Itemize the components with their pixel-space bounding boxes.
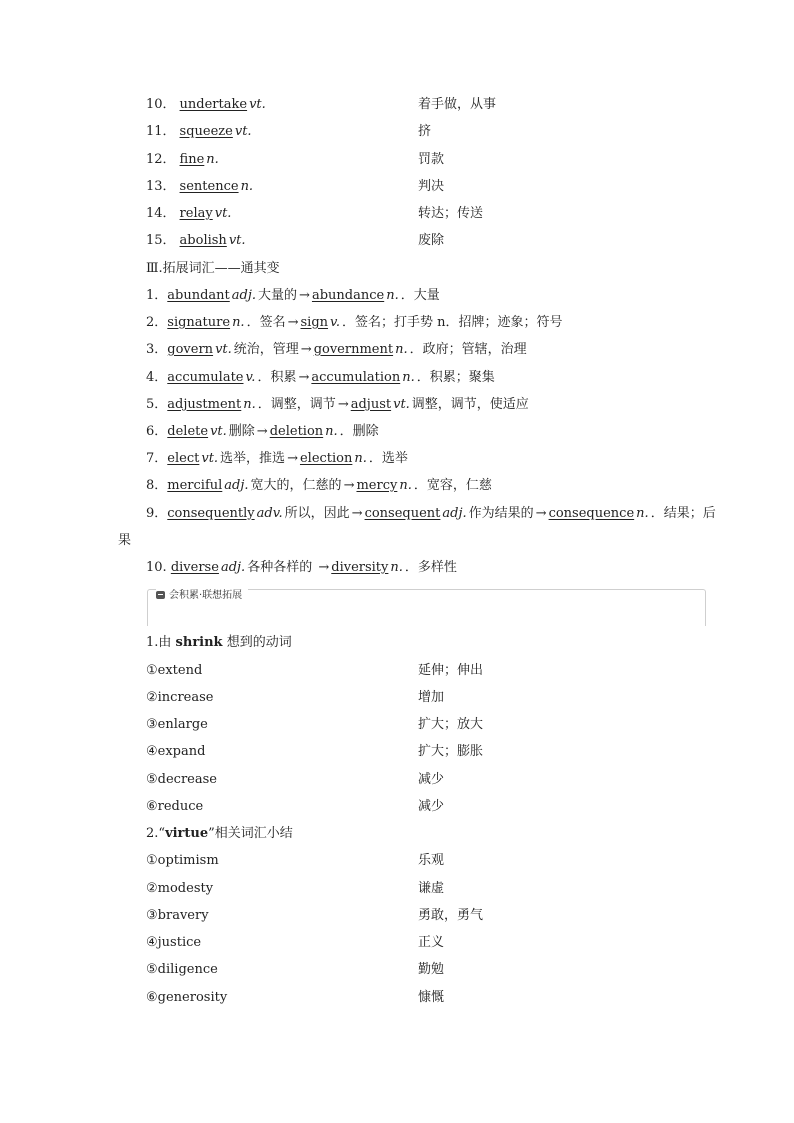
word: merciful	[167, 478, 223, 493]
arrow-icon: →	[351, 506, 363, 521]
list-item	[146, 878, 706, 900]
derived-word: government	[313, 342, 394, 357]
part-of-speech: adj.	[231, 288, 257, 303]
arrow-icon: →	[337, 397, 349, 412]
word: consequently	[167, 506, 255, 521]
part-of-speech: v.	[330, 315, 340, 330]
extension-item	[146, 475, 492, 497]
vocab-meaning: 转达；传送	[418, 206, 484, 221]
item-number: 7．	[146, 451, 168, 466]
accumulate-box	[147, 589, 706, 626]
vocab-meaning: 判决	[418, 179, 445, 194]
word: ②increase	[146, 690, 214, 705]
part-of-speech: adj.	[442, 506, 467, 521]
meaning: 选举，推选	[220, 451, 286, 466]
derived-word: deletion	[269, 424, 324, 439]
word: ③bravery	[146, 908, 209, 923]
meaning: ．签名；打手势 n．招牌；迹象；符号	[341, 315, 563, 330]
derived-word: abundance	[311, 288, 385, 303]
list-item	[146, 850, 706, 872]
word: ⑤decrease	[146, 772, 217, 787]
derived-word: sign	[300, 315, 329, 330]
group-title-suffix: 想到的动词	[222, 635, 292, 650]
word: diverse	[170, 560, 219, 575]
word: ③enlarge	[146, 717, 208, 732]
list-item	[146, 796, 706, 818]
part-of-speech: adj.	[224, 478, 249, 493]
word: abundant	[167, 288, 230, 303]
vocab-word: relay	[179, 206, 213, 221]
box-header	[156, 589, 248, 603]
extension-item	[146, 394, 529, 416]
item-number: 6．	[146, 424, 168, 439]
extension-item	[146, 448, 408, 470]
vocab-word: abolish	[179, 233, 227, 248]
arrow-icon: →	[318, 560, 330, 575]
part-of-speech: n.	[232, 315, 245, 330]
keyword: shrink	[175, 635, 223, 650]
vocab-meaning: 废除	[418, 233, 445, 248]
meaning: 作为结果的	[468, 506, 534, 521]
part-of-speech: v.	[245, 370, 256, 385]
vocab-word: undertake	[179, 97, 248, 112]
word: delete	[167, 424, 209, 439]
part-of-speech: n.	[636, 506, 649, 521]
word: accumulate	[167, 370, 244, 385]
part-of-speech: n.	[390, 560, 403, 575]
part-of-speech: vt.	[228, 233, 246, 248]
item-number: 15．	[146, 233, 176, 248]
vocab-meaning: 着手做，从事	[418, 97, 497, 112]
extension-item	[146, 285, 440, 307]
part-of-speech: vt.	[249, 97, 266, 112]
word: ④justice	[146, 935, 202, 950]
box-title: 会积累·联想拓展	[169, 590, 243, 601]
meaning: ．多样性	[404, 560, 457, 575]
item-number: 1．	[146, 288, 168, 303]
meaning: 勇敢，勇气	[418, 908, 484, 923]
arrow-icon: →	[287, 451, 298, 466]
vocab-word: sentence	[179, 179, 239, 194]
meaning: ．删除	[339, 424, 379, 439]
meaning: 慷慨	[418, 990, 445, 1005]
item-number: 14．	[146, 206, 176, 221]
word: ①extend	[146, 663, 203, 678]
part-of-speech: vt.	[210, 424, 227, 439]
item-number: 11．	[146, 124, 176, 139]
part-of-speech: adv.	[256, 506, 283, 521]
meaning: 减少	[418, 799, 445, 814]
keyword: virtue	[165, 826, 209, 841]
derived-word: election	[299, 451, 353, 466]
arrow-icon: →	[300, 342, 312, 357]
list-item	[146, 987, 706, 1009]
vocab-row	[146, 149, 706, 171]
list-item	[146, 714, 706, 736]
part-of-speech: vt.	[393, 397, 410, 412]
group-title	[146, 632, 292, 654]
meaning: 乐观	[418, 853, 445, 868]
arrow-icon: →	[256, 424, 268, 439]
list-item	[146, 959, 706, 981]
word: signature	[167, 315, 231, 330]
derived-word: diversity	[331, 560, 389, 575]
list-item	[146, 741, 706, 763]
part-of-speech: vt.	[234, 124, 252, 139]
meaning: ．结果；后	[650, 506, 716, 521]
vocab-row	[146, 203, 706, 225]
item-number: 8．	[146, 478, 168, 493]
extension-item	[146, 421, 379, 443]
item-number: 13．	[146, 179, 176, 194]
vocab-row	[146, 94, 706, 116]
meaning: ．积累；聚集	[416, 370, 495, 385]
meaning: 正义	[418, 935, 445, 950]
meaning: ．选举	[368, 451, 408, 466]
vocab-meaning: 罚款	[418, 152, 445, 167]
list-item	[146, 932, 706, 954]
extension-item	[146, 557, 457, 579]
arrow-icon: →	[299, 288, 310, 303]
item-number: 12．	[146, 152, 176, 167]
group-title-prefix: 2.“	[146, 826, 166, 841]
extension-item	[146, 312, 562, 334]
derived-word: adjust	[350, 397, 392, 412]
extension-item	[146, 339, 527, 361]
meaning: 扩大；膨胀	[418, 744, 484, 759]
vocab-word: squeeze	[179, 124, 233, 139]
part-of-speech: n.	[243, 397, 256, 412]
part-of-speech: n.	[386, 288, 399, 303]
vocab-word: fine	[179, 152, 205, 167]
part-of-speech: n.	[395, 342, 408, 357]
meaning: ．宽容，仁慈	[413, 478, 492, 493]
part-of-speech: adj.	[220, 560, 246, 575]
vocab-row	[146, 230, 706, 252]
arrow-icon: →	[287, 315, 299, 330]
vocab-row	[146, 121, 706, 143]
item-number: 4．	[146, 370, 168, 385]
part-of-speech: vt.	[215, 342, 232, 357]
word: ②modesty	[146, 881, 214, 896]
item-number: 5．	[146, 397, 168, 412]
meaning: 减少	[418, 772, 445, 787]
part-of-speech: vt.	[214, 206, 232, 221]
part-of-speech: n.	[206, 152, 219, 167]
word: ⑥generosity	[146, 990, 228, 1005]
meaning: 统治，管理	[233, 342, 299, 357]
word: ⑤diligence	[146, 962, 218, 977]
part-of-speech: vt.	[201, 451, 219, 466]
meaning: 扩大；放大	[418, 717, 484, 732]
meaning: 宽大的，仁慈的	[250, 478, 342, 493]
derived-word: mercy	[356, 478, 398, 493]
word: ⑥reduce	[146, 799, 204, 814]
group-title-prefix: 1.由	[146, 635, 176, 650]
meaning: 调整，调节，使适应	[411, 397, 529, 412]
meaning: 延伸；伸出	[418, 663, 484, 678]
part-of-speech: n.	[354, 451, 367, 466]
part-of-speech: n.	[399, 478, 412, 493]
meaning: 增加	[418, 690, 445, 705]
meaning: ．大量	[400, 288, 440, 303]
part-of-speech: n.	[325, 424, 338, 439]
item-number: 2．	[146, 315, 168, 330]
group-title	[146, 823, 293, 845]
word: adjustment	[167, 397, 242, 412]
meaning: 谦虚	[418, 881, 445, 896]
extension-item	[146, 367, 495, 389]
word: elect	[167, 451, 200, 466]
item-number: 10.	[146, 560, 167, 575]
vocab-row	[146, 176, 706, 198]
section-title: Ⅲ.拓展词汇——通其变	[146, 261, 280, 276]
meaning: 大量的	[258, 288, 298, 303]
part-of-speech: n.	[240, 179, 254, 194]
derived-word: consequent	[364, 506, 441, 521]
group-title-suffix: ”相关词汇小结	[208, 826, 293, 841]
word: govern	[167, 342, 214, 357]
arrow-icon: →	[343, 478, 355, 493]
item-number: 9．	[146, 506, 168, 521]
word: ①optimism	[146, 853, 219, 868]
extension-item	[146, 503, 716, 525]
meaning: ．积累	[257, 370, 297, 385]
list-item	[146, 769, 706, 791]
note-icon	[156, 591, 165, 599]
vocab-meaning: 挤	[418, 124, 432, 139]
meaning: ．政府；管辖，治理	[409, 342, 527, 357]
meaning: ．签名	[246, 315, 286, 330]
list-item	[146, 687, 706, 709]
wrapped-text: 果	[118, 533, 132, 548]
meaning: 勤勉	[418, 962, 445, 977]
meaning: ．调整，调节	[257, 397, 336, 412]
derived-word: consequence	[548, 506, 635, 521]
arrow-icon: →	[298, 370, 310, 385]
meaning: 所以，因此	[284, 506, 350, 521]
part-of-speech: n.	[402, 370, 415, 385]
derived-word: accumulation	[311, 370, 401, 385]
list-item	[146, 905, 706, 927]
meaning: 删除	[228, 424, 255, 439]
item-number: 3．	[146, 342, 168, 357]
arrow-icon: →	[535, 506, 547, 521]
word: ④expand	[146, 744, 206, 759]
item-number: 10．	[146, 97, 176, 112]
meaning: 各种各样的	[247, 560, 313, 575]
list-item	[146, 660, 706, 682]
